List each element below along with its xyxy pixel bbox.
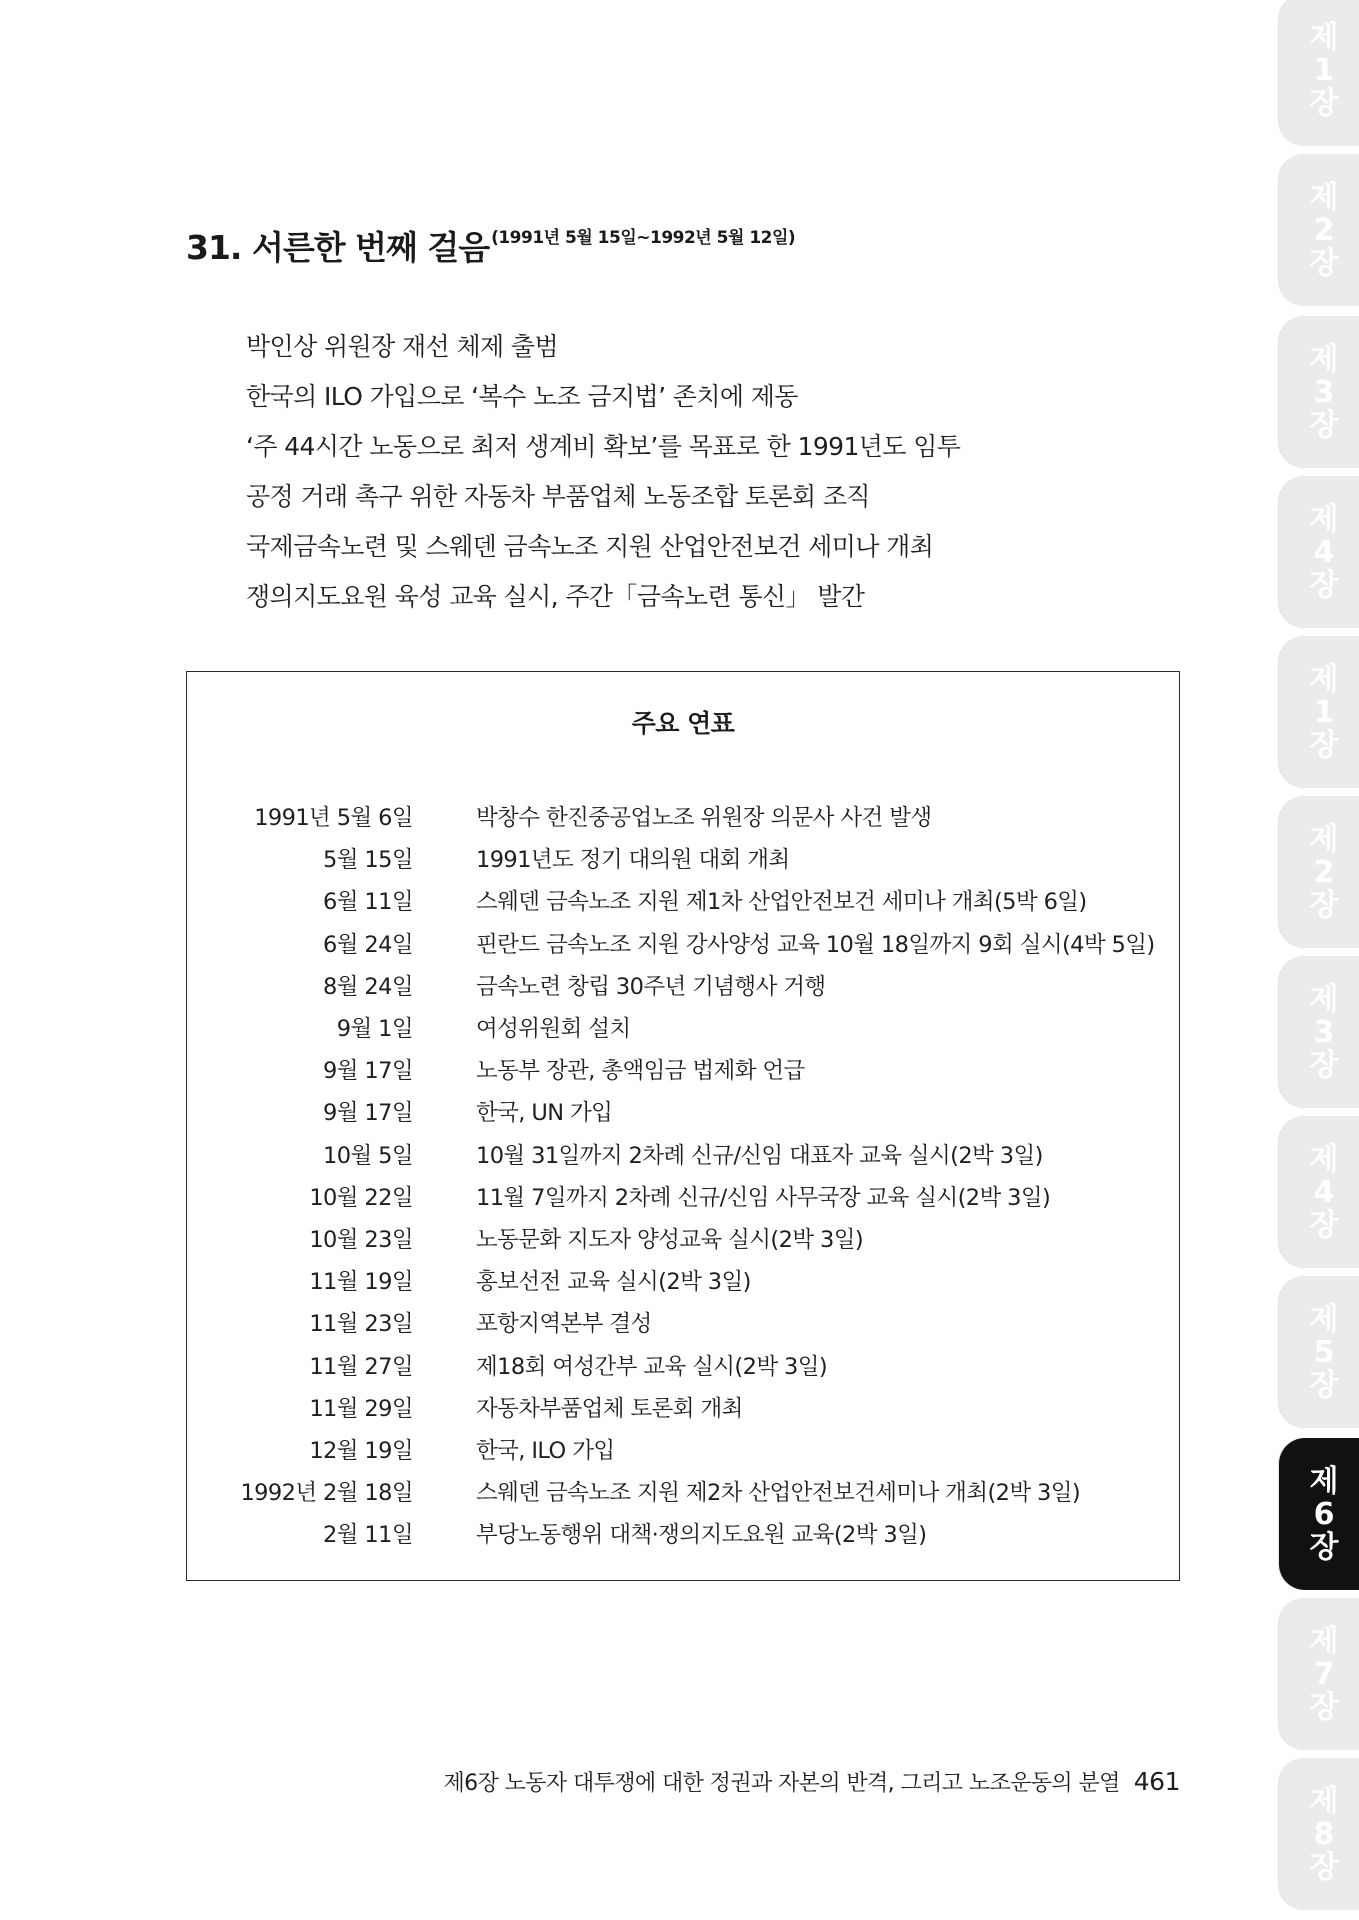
chronology-event: 한국, ILO 가입 xyxy=(476,1437,615,1464)
chronology-row xyxy=(187,1386,1155,1428)
chronology-date: 1991년 5월 6일 xyxy=(254,805,413,832)
chronology-row xyxy=(187,1259,1155,1301)
page-number: 461 xyxy=(1133,1767,1180,1796)
chronology-date: 1992년 2월 18일 xyxy=(240,1480,413,1507)
chronology-event: 핀란드 금속노조 지원 강사양성 교육 10월 18일까지 9회 실시(4박 5일) xyxy=(476,931,1155,958)
chronology-row xyxy=(187,1133,1155,1175)
chronology-row xyxy=(187,795,1155,837)
chronology-date: 2월 11일 xyxy=(323,1522,413,1549)
chronology-row xyxy=(187,1217,1155,1259)
chapter-tab[interactable]: 제 1 장 xyxy=(1279,636,1359,788)
chronology-event: 노동부 장관, 총액임금 법제화 언급 xyxy=(476,1058,805,1085)
chronology-date: 11월 29일 xyxy=(309,1395,413,1422)
chronology-row xyxy=(187,1301,1155,1343)
chronology-date: 9월 1일 xyxy=(336,1016,413,1043)
chronology-row xyxy=(187,837,1155,879)
summary-item: ‘주 44시간 노동으로 최저 생계비 확보’를 목표로 한 1991년도 임투 xyxy=(246,432,961,461)
chapter-tab-active[interactable]: 제 6 장 xyxy=(1279,1438,1359,1590)
chronology-row xyxy=(187,1006,1155,1048)
chronology-row xyxy=(187,1090,1155,1132)
chronology-date: 9월 17일 xyxy=(323,1100,413,1127)
chronology-date: 6월 11일 xyxy=(323,889,413,916)
chapter-tab[interactable]: 제 2 장 xyxy=(1279,796,1359,948)
summary-item: 한국의 ILO 가입으로 ‘복수 노조 금지법’ 존치에 제동 xyxy=(246,382,798,411)
chapter-tab[interactable]: 제 3 장 xyxy=(1279,316,1359,468)
chronology-date: 12월 19일 xyxy=(309,1437,413,1464)
chronology-event: 여성위원회 설치 xyxy=(476,1016,631,1043)
chapter-tab[interactable]: 제 4 장 xyxy=(1279,1116,1359,1268)
chronology-row xyxy=(187,964,1155,1006)
summary-item: 국제금속노련 및 스웨덴 금속노조 지원 산업안전보건 세미나 개최 xyxy=(246,532,934,561)
chronology-row xyxy=(187,1175,1155,1217)
chapter-tab[interactable]: 제 1 장 xyxy=(1279,0,1359,146)
chronology-event: 자동차부품업체 토론회 개최 xyxy=(476,1395,743,1422)
chapter-tab[interactable]: 제 4 장 xyxy=(1279,476,1359,628)
section-title: 31. 서른한 번째 걸음 xyxy=(186,228,490,267)
chronology-date: 10월 23일 xyxy=(309,1226,413,1253)
chronology-row xyxy=(187,1470,1155,1512)
chronology-date: 11월 23일 xyxy=(309,1311,413,1338)
chronology-event: 10월 31일까지 2차례 신규/신임 대표자 교육 실시(2박 3일) xyxy=(476,1142,1043,1169)
summary-item: 공정 거래 촉구 위한 자동차 부품업체 노동조합 토론회 조직 xyxy=(246,482,870,511)
chronology-date: 9월 17일 xyxy=(323,1058,413,1085)
chronology-event: 스웨덴 금속노조 지원 제1차 산업안전보건 세미나 개최(5박 6일) xyxy=(476,889,1087,916)
chronology-row xyxy=(187,922,1155,964)
chronology-event: 1991년도 정기 대의원 대회 개최 xyxy=(476,847,790,874)
section-heading xyxy=(186,222,795,269)
chronology-event: 박창수 한진중공업노조 위원장 의문사 사건 발생 xyxy=(476,805,932,832)
chronology-row xyxy=(187,1428,1155,1470)
chronology-event: 11월 7일까지 2차례 신규/신임 사무국장 교육 실시(2박 3일) xyxy=(476,1184,1051,1211)
summary-item: 박인상 위원장 재선 체제 출범 xyxy=(246,332,558,361)
running-title: 제6장 노동자 대투쟁에 대한 정권과 자본의 반격, 그리고 노조운동의 분열 xyxy=(443,1771,1120,1796)
chronology-date: 11월 27일 xyxy=(309,1353,413,1380)
chronology-title: 주요 연표 xyxy=(631,709,735,738)
chronology-event: 한국, UN 가입 xyxy=(476,1100,613,1127)
chronology-row xyxy=(187,1343,1155,1385)
chronology-date: 8월 24일 xyxy=(323,973,413,1000)
running-footer xyxy=(0,1766,1180,1797)
chronology-date: 10월 5일 xyxy=(323,1142,413,1169)
chronology-event: 스웨덴 금속노조 지원 제2차 산업안전보건세미나 개최(2박 3일) xyxy=(476,1480,1081,1507)
chronology-event: 부당노동행위 대책·쟁의지도요원 교육(2박 3일) xyxy=(476,1522,927,1549)
section-period: (1991년 5월 15일~1992년 5월 12일) xyxy=(491,228,796,248)
chronology-table xyxy=(187,795,1155,1554)
chapter-tab[interactable]: 제 7 장 xyxy=(1279,1598,1359,1750)
chapter-tab[interactable]: 제 2 장 xyxy=(1279,154,1359,306)
summary-item: 쟁의지도요원 육성 교육 실시, 주간「금속노련 통신」 발간 xyxy=(246,582,865,611)
summary-list xyxy=(246,322,960,622)
chronology-row xyxy=(187,1512,1155,1554)
chronology-date: 6월 24일 xyxy=(323,931,413,958)
chronology-box xyxy=(186,671,1180,1581)
chronology-event: 노동문화 지도자 양성교육 실시(2박 3일) xyxy=(476,1226,864,1253)
chapter-tab[interactable]: 제 3 장 xyxy=(1279,956,1359,1108)
chapter-tabs xyxy=(1279,0,1359,1920)
chronology-event: 포항지역본부 결성 xyxy=(476,1311,652,1338)
chapter-tab[interactable]: 제 8 장 xyxy=(1279,1758,1359,1910)
chronology-row xyxy=(187,879,1155,921)
chronology-date: 11월 19일 xyxy=(309,1269,413,1296)
chronology-date: 10월 22일 xyxy=(309,1184,413,1211)
chronology-event: 금속노련 창립 30주년 기념행사 거행 xyxy=(476,973,826,1000)
chronology-event: 홍보선전 교육 실시(2박 3일) xyxy=(476,1269,751,1296)
chronology-event: 제18회 여성간부 교육 실시(2박 3일) xyxy=(476,1353,828,1380)
chronology-row xyxy=(187,1048,1155,1090)
chapter-tab[interactable]: 제 5 장 xyxy=(1279,1276,1359,1428)
chronology-date: 5월 15일 xyxy=(323,847,413,874)
